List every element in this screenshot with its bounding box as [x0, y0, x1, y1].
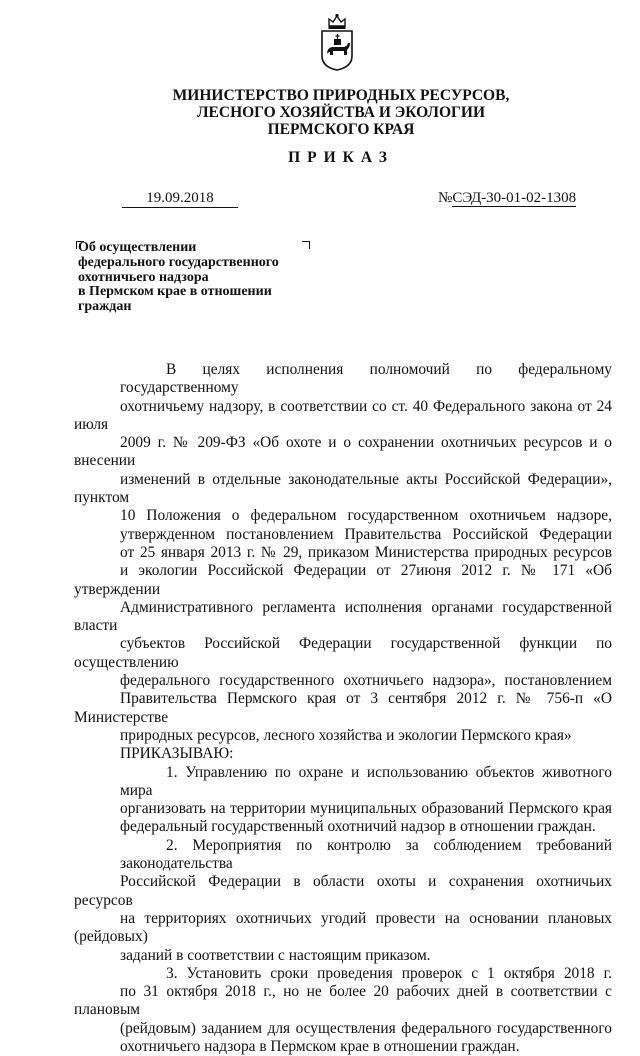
text-line: и экологии Российской Федерации от 27июня 2012 г. № 171 «Об утверждении — [74, 562, 612, 598]
number-value: СЭД-30-01-02-1308 — [452, 190, 577, 206]
text-line: Правительства Пермского края от 3 сентября 2012 г. № 756-п «О Министерстве — [74, 690, 612, 726]
text-line: по 31 октября 2018 г., но не более 20 рабочих дней в соответствии с плановым — [74, 983, 612, 1019]
order-number — [438, 190, 576, 207]
text-line: В целях исполнения полномочий по федеральному государственному — [120, 361, 612, 397]
item-paragraph-2 — [74, 837, 612, 965]
order-word: ПРИКАЗЫВАЮ: — [120, 745, 234, 763]
document-body — [74, 361, 612, 1056]
subject-line: граждан — [78, 299, 132, 315]
text-line: от 25 января 2013 г. № 29, приказом Министерства природных ресурсов — [120, 543, 612, 561]
text-line: 3. Установить сроки проведения проверок с 1 октября 2018 г. — [166, 964, 612, 982]
perm-krai-coat-of-arms-icon — [316, 12, 358, 72]
text-line: федерального государственного охотничьего надзора», постановлением — [120, 672, 612, 690]
text-line: 2009 г. № 209-ФЗ «Об охоте и о сохранении охотничьих ресурсов и о внесении — [74, 434, 612, 470]
text-line: природных ресурсов, лесного хозяйства и экологии Пермского края» — [120, 726, 572, 744]
subject-line: Об осуществлении — [78, 240, 197, 255]
subject-line: охотничьего надзора — [78, 269, 209, 285]
subject-line: федерального государственного — [78, 254, 279, 270]
text-line: Административного регламента исполнения органами государственной власти — [74, 598, 612, 635]
document-type-title: ПРИКАЗ — [288, 149, 394, 166]
ministry-name — [100, 87, 582, 138]
text-line: субъектов Российской Федерации государственной функции по осуществлению — [74, 635, 612, 671]
text-line: на территориях охотничьих угодий провести на основании плановых (рейдовых) — [74, 909, 612, 946]
text-line: охотничьему надзору, в соответствии со ст. 40 Федерального закона от 24 июля — [74, 397, 612, 433]
corner-bracket-left — [76, 241, 84, 249]
item-paragraph-3 — [74, 965, 612, 1056]
text-line: федеральный государственный охотничий надзор в отношении граждан. — [120, 818, 596, 836]
text-line: (рейдовым) заданием для осуществления федерального государственного — [120, 1019, 612, 1037]
text-line: организовать на территории муниципальных образований Пермского края — [120, 800, 612, 818]
text-line: заданий в соответствии с настоящим приказом. — [120, 946, 431, 964]
text-line: 10 Положения о федеральном государственном охотничьем надзоре, — [120, 507, 612, 525]
order-date: 19.09.2018 — [122, 190, 238, 208]
preamble-paragraph — [74, 361, 612, 764]
ministry-line: ПЕРМСКОГО КРАЯ — [267, 121, 415, 138]
text-line: Российской Федерации в области охоты и сохранения охотничьих ресурсов — [74, 873, 612, 909]
text-line: охотничьего надзора в Пермском крае в отношении граждан. — [120, 1037, 520, 1055]
order-subject — [78, 241, 314, 315]
text-line: 1. Управлению по охране и использованию объектов животного мира — [120, 763, 612, 799]
subject-line: в Пермском крае в отношении — [78, 284, 272, 300]
text-line: утвержденном постановлением Правительства Российской Федерации — [120, 525, 612, 543]
ministry-line: ЛЕСНОГО ХОЗЯЙСТВА И ЭКОЛОГИИ — [196, 104, 486, 121]
corner-bracket-right — [302, 241, 310, 249]
text-line: 2. Мероприятия по контролю за соблюдением требований законодательства — [120, 836, 612, 873]
ministry-line: МИНИСТЕРСТВО ПРИРОДНЫХ РЕСУРСОВ, — [172, 87, 510, 104]
text-line: изменений в отдельные законодательные акты Российской Федерации», пунктом — [74, 470, 612, 507]
item-paragraph-1 — [74, 764, 612, 837]
number-sign: № — [438, 190, 453, 206]
